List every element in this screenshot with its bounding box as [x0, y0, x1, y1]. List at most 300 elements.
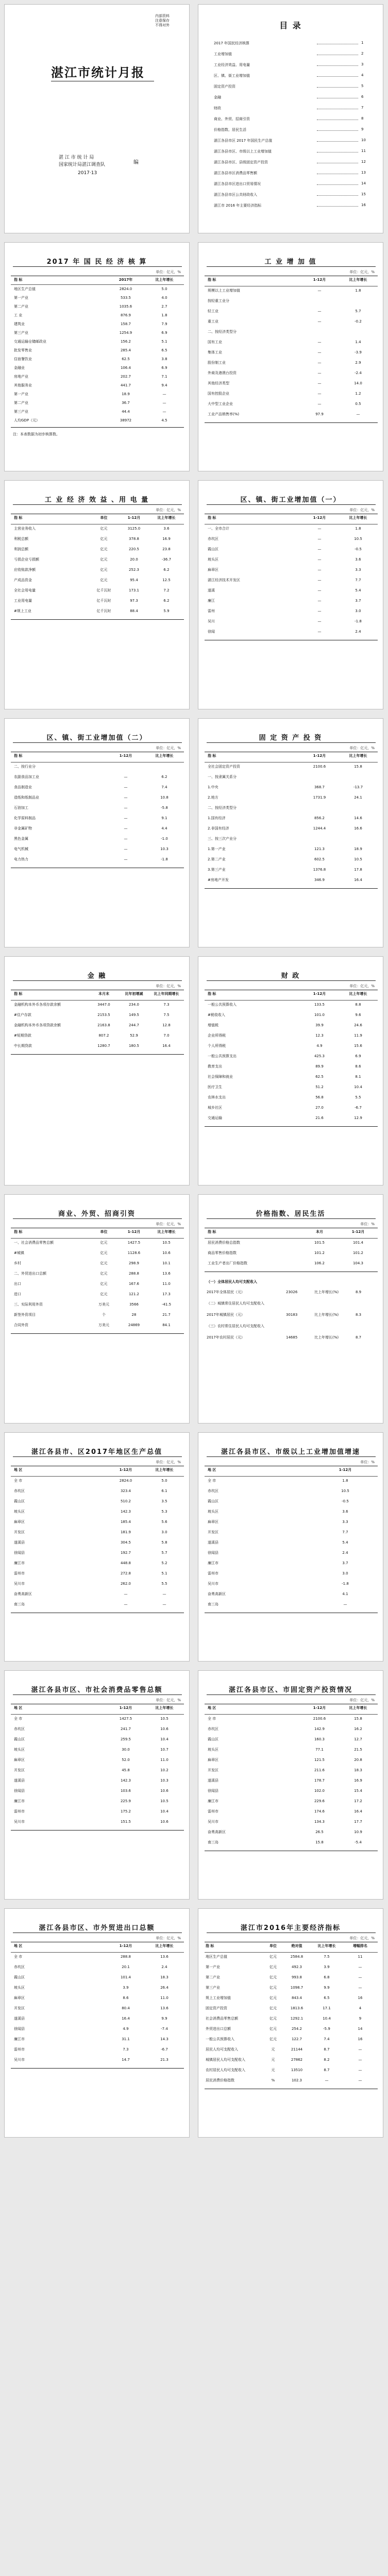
cell-value: — [317, 381, 322, 385]
row-label: 第二产业 [14, 304, 28, 309]
table-row [5, 348, 190, 353]
cell-value: — [358, 1965, 362, 1969]
cell-value: 101.2 [352, 1251, 364, 1255]
cell-value: 亿元 [100, 537, 108, 541]
row-label: 1.中央 [208, 785, 218, 789]
cell-value: 44.4 [122, 410, 130, 414]
table-row [198, 340, 383, 345]
cell-value: — [124, 826, 128, 831]
cell-value: -5.8 [161, 806, 168, 810]
row-label: 赤坎区 [208, 537, 218, 541]
toc-leader-dots [317, 62, 358, 66]
cover-publisher-line: 湛 江 市 统 计 局 [59, 155, 94, 160]
cell-value: 8.8 [355, 1003, 361, 1007]
cell-value: 17.1 [323, 2006, 331, 2010]
cell-value: 3.0 [355, 609, 361, 613]
cell-value: 7.3 [163, 1003, 170, 1007]
table-row [5, 1561, 190, 1566]
cell-value: 2153.5 [97, 1013, 110, 1017]
cell-value: 88.4 [130, 609, 138, 613]
row-label: 金融业 [14, 366, 25, 370]
table-row [5, 1550, 190, 1555]
row-label: 人均GDP（元） [14, 418, 40, 422]
header-separator [205, 1238, 378, 1239]
row-label: 吴川市 [14, 1820, 25, 1824]
cell-value: 160.3 [314, 1737, 325, 1741]
cell-value: 亿千瓦时 [96, 609, 111, 613]
table-row [198, 629, 383, 634]
cell-value: 211.6 [314, 1768, 325, 1772]
table-row [198, 309, 383, 314]
table-row [198, 826, 383, 831]
table-row [198, 1064, 383, 1069]
unit-label: 单位：亿元，% [349, 1936, 375, 1940]
row-label: #短期贷款 [14, 1033, 31, 1038]
row-label: 雷州市 [208, 1809, 218, 1814]
table-row [198, 2037, 383, 2042]
cell-value: 1244.4 [313, 826, 326, 831]
cell-value: 6.9 [355, 1054, 361, 1058]
unit-label: 单位：亿元，% [156, 1222, 181, 1226]
table-row [198, 2078, 383, 2083]
cell-value: 14.0 [354, 381, 362, 385]
cell-value: 9.1 [161, 816, 167, 820]
cell-value: 3.9 [324, 1965, 330, 1969]
row-label: 雷州 [208, 609, 215, 613]
row-label: 工业产品销售率(%) [208, 412, 240, 416]
cell-value: -1.8 [342, 1582, 349, 1586]
table-row [198, 1054, 383, 1059]
table-row [198, 1509, 383, 1514]
cell-value: — [162, 401, 166, 405]
column-header: 指 标 [208, 754, 216, 758]
cell-value: 10.5 [354, 537, 362, 541]
cell-value: 18.9 [122, 392, 130, 396]
table-row [198, 785, 383, 790]
cell-value: — [317, 340, 322, 344]
row-label: 开发区 [208, 1530, 218, 1534]
table-row [5, 1240, 190, 1245]
cell-value: 8.6 [355, 1064, 361, 1069]
cell-value: 1376.8 [313, 868, 326, 872]
cell-value: 14.3 [160, 2037, 168, 2041]
cell-value: 14.7 [122, 2058, 130, 2062]
row-label: 建筑业 [14, 322, 25, 326]
cell-value: 万美元 [98, 1302, 109, 1307]
cell-value: 16 [358, 1996, 363, 2000]
cell-value: 10.5 [162, 1241, 171, 1245]
row-label: 遂溪县 [14, 1778, 25, 1783]
cell-value: 5.1 [161, 1571, 167, 1575]
cell-value: 121.3 [314, 847, 325, 851]
table-row [5, 357, 190, 362]
toc-page [198, 4, 383, 233]
cell-value: 89.9 [315, 1064, 324, 1069]
column-header: 1-12月 [119, 754, 132, 758]
toc-item-label[interactable]: 湛江各县市区、县级固定资产投资 [214, 160, 268, 164]
row-label: 霞山区 [208, 1499, 218, 1503]
cell-value: 9.9 [324, 1986, 330, 1990]
row-label: 金融机构本外币各项贷款余额 [14, 1023, 61, 1027]
income-cell: 2017年城镇居民（元） [207, 1313, 245, 1317]
cell-value: 2.7 [161, 304, 167, 309]
table-header-row [198, 753, 383, 758]
table-header-row [5, 1943, 190, 1948]
cell-value: — [317, 557, 322, 562]
row-label: 交通运输仓储邮政业 [14, 340, 46, 344]
income-cell: 8.3 [356, 1313, 362, 1317]
toc-item-label[interactable]: 商业、外贸、招商引资 [214, 117, 250, 121]
table-row [198, 1240, 383, 1245]
cell-value: 18.9 [354, 847, 362, 851]
toc-item-label[interactable]: 区、镇、街工业增加值 [214, 74, 250, 78]
table-row [5, 1975, 190, 1980]
row-label: 雷州市 [14, 2047, 25, 2052]
title-rule [207, 742, 376, 743]
table-row [198, 1033, 383, 1038]
table-row [198, 1084, 383, 1090]
row-label: 住宿餐饮业 [14, 357, 32, 361]
row-label: 房地产业 [14, 375, 28, 379]
header-separator [11, 1714, 184, 1715]
page-title: 湛江各县市区、市固定资产投资情况 [228, 1686, 352, 1694]
cell-value: — [124, 837, 128, 841]
cell-value: 个 [102, 1313, 106, 1317]
cell-value: 10.4 [160, 1809, 168, 1814]
column-header: 比上年增长 [317, 1944, 336, 1948]
table-row [5, 1726, 190, 1732]
toc-item-page: 15 [361, 192, 366, 196]
table-row [198, 288, 383, 293]
row-label: #规上工业 [14, 609, 31, 613]
cell-value: 10.5 [160, 1717, 168, 1721]
table-row [5, 330, 190, 335]
cell-value: 5.9 [163, 609, 170, 613]
toc-item-label[interactable]: 2017 年国民经济核算 [214, 41, 250, 45]
table-header-row [5, 515, 190, 520]
title-rule [13, 980, 182, 981]
row-label: 第三产业 [14, 410, 28, 414]
cell-value: — [317, 630, 322, 634]
header-separator [205, 1714, 378, 1715]
table-row [5, 608, 190, 614]
cell-value: 368.7 [314, 785, 325, 789]
toc-title: 目 录 [279, 21, 302, 30]
page-title: 工 业 经 济 效 益 、用 电 量 [44, 496, 149, 504]
column-header: 比上年增长 [155, 754, 174, 758]
table-row [198, 350, 383, 355]
cell-value: — [317, 309, 322, 313]
cell-value: 288.8 [128, 1272, 140, 1276]
cell-value: 2.9 [355, 361, 361, 365]
cell-value: 3.7 [355, 599, 361, 603]
table-row [5, 578, 190, 583]
cover-top-line: 注意保存 [155, 19, 170, 23]
cell-value: 3.9 [123, 1986, 129, 1990]
cell-value: 3.3 [342, 1520, 348, 1524]
table-row [5, 374, 190, 379]
toc-item-label[interactable]: 价格指数、居民生活 [214, 128, 246, 132]
table-row [198, 816, 383, 821]
page-p11 [4, 1432, 190, 1662]
cell-value: — [317, 371, 322, 375]
row-label: 吴川 [208, 619, 215, 623]
table-row [198, 836, 383, 841]
toc-item-label[interactable]: 金融 [214, 95, 221, 99]
table-row [198, 391, 383, 396]
cell-value: 1427.5 [119, 1717, 132, 1721]
cell-value: 121.5 [314, 1758, 325, 1762]
cell-value: 9 [359, 2016, 362, 2021]
income-line [198, 1324, 383, 1329]
cell-value: 15.6 [354, 1044, 362, 1048]
cell-value: 亿元 [100, 1272, 108, 1276]
table-row [5, 774, 190, 779]
cell-value: 1813.6 [290, 2006, 303, 2010]
cell-value: 20.8 [354, 1758, 362, 1762]
row-label: 产成品资金 [14, 578, 32, 582]
row-label: 电力热力 [14, 857, 28, 861]
row-label: 廉江市 [14, 2037, 25, 2041]
table-row [5, 1488, 190, 1494]
page-p14 [198, 1670, 383, 1900]
cell-value: 2.4 [342, 1551, 348, 1555]
cell-value: — [317, 392, 322, 396]
header-separator [11, 1952, 184, 1953]
table-row [5, 1768, 190, 1773]
cell-value: 10.4 [354, 1085, 362, 1089]
row-label: 进口 [14, 1292, 21, 1296]
row-label: 奋勇高新区 [208, 1830, 226, 1834]
table-row [5, 1716, 190, 1721]
cell-value: -0.5 [355, 547, 362, 551]
cell-value: 142.3 [120, 1510, 131, 1514]
table-row [5, 1012, 190, 1018]
table-row [198, 567, 383, 572]
cell-value: 304.5 [120, 1540, 131, 1545]
row-label: 霞山区 [14, 1975, 25, 1979]
toc-item-label[interactable]: 湛江各县市区、市级以上工业增加值 [214, 149, 272, 154]
title-rule [13, 742, 182, 743]
cell-value: — [124, 1592, 128, 1596]
cell-value: 448.8 [120, 1561, 131, 1565]
column-header: 1-12月 [119, 1706, 132, 1710]
toc-item-page: 3 [361, 62, 364, 66]
page-p6 [198, 718, 383, 947]
cell-value: 10.4 [323, 2016, 331, 2021]
cell-value: 272.8 [120, 1571, 131, 1575]
cell-value: — [358, 2047, 362, 2052]
cell-value: — [358, 2068, 362, 2072]
row-label: 坡头区 [14, 1748, 25, 1752]
cell-value: 14.6 [354, 816, 362, 820]
cell-value: 12.8 [162, 1023, 171, 1027]
row-label: 赤坎区 [208, 1489, 218, 1493]
column-header: 绝对值 [291, 1944, 302, 1948]
row-label: 廉江 [208, 599, 215, 603]
cell-value: 156.2 [120, 340, 131, 344]
header-separator [205, 1000, 378, 1001]
cell-value: 4.4 [161, 826, 167, 831]
cell-value: 12.9 [354, 1116, 362, 1120]
table-row [5, 2037, 190, 2042]
income-line [198, 1335, 383, 1340]
page-title: 2017 年 国 民 经 济 核 算 [46, 258, 147, 266]
toc-item-label[interactable]: 工业增加值 [214, 52, 232, 56]
cell-value: 425.3 [314, 1054, 325, 1058]
page-title: 固 定 资 产 投 资 [259, 734, 323, 742]
cell-value: 52.0 [122, 1758, 130, 1762]
cell-value: 10.1 [162, 1261, 171, 1265]
page-title: 湛江各县市区、市社会消费品零售总额 [31, 1686, 163, 1694]
page-title: 金 融 [87, 972, 107, 980]
cell-value: -36.7 [161, 557, 172, 562]
table-header-row [198, 1705, 383, 1710]
toc-item-label[interactable]: 固定资产投资 [214, 84, 235, 89]
title-rule [13, 1694, 182, 1695]
table-row [5, 1323, 190, 1328]
income-line [198, 1290, 383, 1295]
column-header: 地 区 [14, 1944, 23, 1948]
row-label: 二、外贸进出口总额 [14, 1272, 46, 1276]
cell-value: 15.8 [315, 1840, 324, 1844]
table-row [5, 1799, 190, 1804]
column-header: 比上年增长 [349, 278, 367, 282]
table-row [5, 2006, 190, 2011]
cell-value: 807.2 [98, 1033, 109, 1038]
toc-item-label[interactable]: 湛江各县市区公共财政收入 [214, 193, 257, 197]
page-title: 价格指数、居民生活 [256, 1210, 326, 1218]
table-row [5, 1509, 190, 1514]
table-row [5, 1281, 190, 1286]
table-row [5, 321, 190, 327]
cell-value: 5.7 [355, 309, 361, 313]
cell-value: 10.3 [160, 847, 168, 851]
cell-value: -6.7 [161, 2047, 168, 2052]
column-header: 本月 [316, 1230, 323, 1234]
cell-value: 95.4 [130, 578, 138, 582]
table-row [5, 2016, 190, 2021]
toc-item-label[interactable]: 工业经济效益、用电量 [214, 63, 250, 67]
cell-value: 856.2 [314, 816, 325, 820]
toc-item-label[interactable]: 财政 [214, 106, 221, 110]
row-label: 个人所得税 [208, 1044, 226, 1048]
cell-value: 13.6 [162, 1272, 171, 1276]
row-label: 轻工业 [208, 309, 218, 313]
table-row [198, 298, 383, 303]
row-label: 开发区 [14, 2006, 25, 2010]
cell-value: 229.6 [314, 1799, 325, 1803]
row-label: 徐闻县 [208, 1789, 218, 1793]
column-header: 指 标 [206, 1944, 214, 1948]
toc-item-label[interactable]: 湛江各县市区消费品零售额 [214, 171, 257, 175]
column-header: 1-12月 [313, 1706, 326, 1710]
table-row [198, 1250, 383, 1256]
toc-list [214, 41, 368, 226]
row-label: 社会保障和就业 [208, 1075, 233, 1079]
table-row [198, 2067, 383, 2073]
cell-value: 9.6 [355, 1013, 361, 1017]
cell-value: 20.0 [130, 557, 138, 562]
cell-value: 62.5 [122, 357, 130, 361]
table-row [5, 857, 190, 862]
header-separator [11, 1238, 184, 1239]
row-label: 一般公共预算收入 [208, 1003, 237, 1007]
row-label: 坡头区 [208, 1748, 218, 1752]
column-header: 本月末 [98, 992, 109, 996]
table-row [5, 1312, 190, 1317]
cell-value: 7.1 [161, 375, 167, 379]
cell-value: 441.7 [120, 383, 131, 387]
cell-value: 亿元 [269, 1996, 277, 2000]
cover-date: 2017·13 [78, 171, 97, 176]
table-row [198, 1602, 383, 1607]
cell-value: 122.7 [291, 2037, 302, 2041]
table-row [5, 1002, 190, 1007]
cell-value: 202.7 [120, 375, 131, 379]
page-p4 [198, 480, 383, 709]
toc-item-label[interactable]: 湛江市 2016 年主要经济指标 [214, 204, 262, 208]
table-row [5, 1757, 190, 1762]
cover-title: 湛江市统计月报 [51, 65, 145, 80]
table-row [5, 785, 190, 790]
cell-value: 142.3 [120, 1778, 131, 1783]
cell-value: 77.1 [315, 1748, 324, 1752]
row-label: 麻章区 [14, 1758, 25, 1762]
column-header: 比上年增长 [155, 1944, 174, 1948]
cell-value: 7.4 [324, 2037, 330, 2041]
row-label: 三、实际利用外资 [14, 1302, 43, 1307]
column-header: 地 区 [14, 1468, 23, 1472]
row-label: 廉江市 [208, 1799, 218, 1803]
column-header: 指 标 [208, 992, 216, 996]
toc-item-label[interactable]: 湛江各县市区 2017 年国民生产总值 [214, 139, 273, 143]
table-row [5, 1809, 190, 1814]
table-row [198, 619, 383, 624]
cell-value: 10.6 [162, 1251, 171, 1255]
income-cell: 比上年增长(%) [314, 1313, 339, 1317]
row-label: 吴川市 [14, 2058, 25, 2062]
cell-value: 8.1 [355, 1075, 361, 1079]
cell-value: 18.3 [354, 1768, 362, 1772]
cell-value: 7.5 [324, 1955, 330, 1959]
cell-value: 6.5 [161, 348, 167, 352]
cell-value: 亿元 [100, 1251, 108, 1255]
income-cell: 30183 [286, 1313, 298, 1317]
cell-value: 323.4 [120, 1489, 131, 1493]
title-rule [13, 1456, 182, 1457]
toc-item-label[interactable]: 湛江各县市区进出口贸易情况 [214, 182, 261, 186]
row-label: 遂溪县 [208, 1778, 218, 1783]
cell-value: 241.7 [120, 1727, 131, 1731]
row-label: 赤坎区 [14, 1965, 25, 1969]
row-label: 重工业 [208, 319, 218, 324]
cell-value: 亿千瓦时 [96, 599, 111, 603]
cell-value: 151.5 [120, 1820, 131, 1824]
row-label: 二、按经济类型分 [208, 806, 237, 810]
cell-value: 121.2 [128, 1292, 140, 1296]
table-row [198, 1550, 383, 1555]
cell-value: 10.9 [354, 1830, 362, 1834]
cell-value: 8.7 [324, 2047, 330, 2052]
row-label: 吴川市 [14, 1582, 25, 1586]
table-row [5, 1737, 190, 1742]
page-p10 [198, 1194, 383, 1423]
row-label: 遂溪县 [208, 1540, 218, 1545]
unit-label: 单位：亿元，% [349, 746, 375, 750]
row-label: 化学原料制品 [14, 816, 36, 820]
table-row [5, 1954, 190, 1959]
